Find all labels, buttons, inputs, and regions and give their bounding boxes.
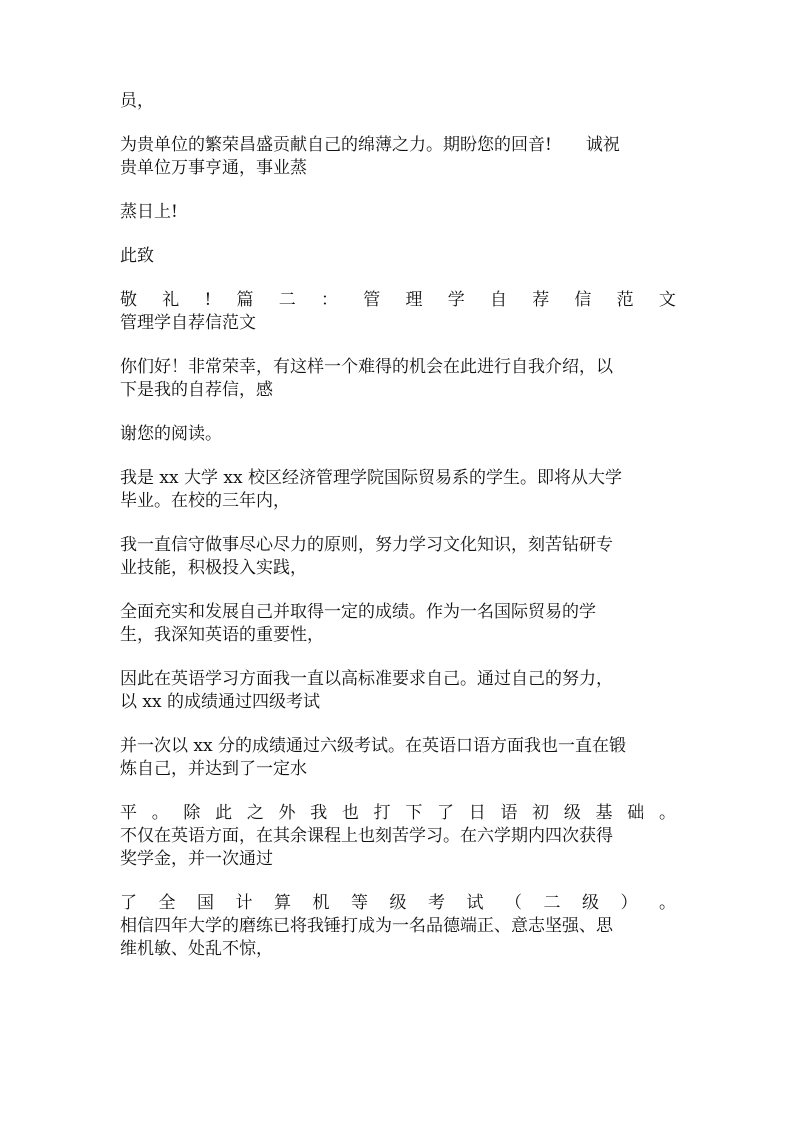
text-line: 我是 xx 大学 xx 校区经济管理学院国际贸易系的学生。即将从大学 <box>120 468 622 488</box>
char: 级 <box>563 803 581 823</box>
paragraph <box>120 90 676 113</box>
text-line: 谢您的阅读。 <box>120 424 222 444</box>
paragraph <box>120 892 676 961</box>
paragraph <box>120 134 676 180</box>
char: 日 <box>468 803 486 823</box>
char: 之 <box>246 803 264 823</box>
paragraph <box>120 356 676 402</box>
char: 外 <box>278 803 296 823</box>
text-line: 管理学自荐信范文 <box>120 313 256 333</box>
char: 了 <box>437 803 455 823</box>
text-line: 员， <box>120 91 154 111</box>
char: ! <box>204 290 212 310</box>
char: 我 <box>310 803 328 823</box>
paragraph <box>120 534 676 580</box>
char: 理 <box>405 290 423 310</box>
char: 语 <box>500 803 518 823</box>
char: 打 <box>373 803 391 823</box>
char: 二 <box>278 290 296 310</box>
text-line: 业技能，积极投入实践， <box>120 558 307 578</box>
text-line: 为贵单位的繁荣昌盛贡献自己的绵薄之力。期盼您的回音! 诚祝 <box>120 135 620 155</box>
text-line: 炼自己，并达到了一定水 <box>120 759 307 779</box>
text-line: 贵单位万事亨通，事业蒸 <box>120 158 307 178</box>
char: 。 <box>659 893 676 913</box>
char: 二 <box>543 893 561 913</box>
char: 管 <box>363 290 381 310</box>
char: 级 <box>389 893 407 913</box>
char: 敬 <box>120 290 137 310</box>
char: 除 <box>183 803 201 823</box>
char: 礼 <box>162 290 180 310</box>
char: 国 <box>197 893 214 913</box>
text-line: 相信四年大学的磨练已将我锤打成为一名品德端正、意志坚强、思 <box>120 916 613 936</box>
char: 学 <box>447 290 465 310</box>
char: 信 <box>574 290 592 310</box>
char: 也 <box>341 803 359 823</box>
document-page <box>120 90 676 982</box>
paragraph <box>120 245 676 268</box>
paragraph <box>120 601 676 647</box>
text-line: 我一直信守做事尽心尽力的原则，努力学习文化知识，刻苦钻研专 <box>120 535 613 555</box>
char: 算 <box>274 893 291 913</box>
char: 计 <box>235 893 253 913</box>
char: 平 <box>120 803 137 823</box>
char: （ <box>505 893 522 913</box>
text-line: 此致 <box>120 246 154 266</box>
text-line: 全面充实和发展自己并取得一定的成绩。作为一名国际贸易的学 <box>120 602 596 622</box>
text-line: 蒸日上! <box>120 202 178 222</box>
paragraph <box>120 735 676 781</box>
spread-line <box>120 802 676 825</box>
text-line: 毕业。在校的三年内， <box>120 491 290 511</box>
paragraph <box>120 201 676 224</box>
char: 机 <box>312 893 330 913</box>
char: 范 <box>616 290 634 310</box>
char: 础 <box>627 803 645 823</box>
char: 篇 <box>236 290 254 310</box>
text-line: 维机敏、处乱不惊， <box>120 939 273 959</box>
char: 。 <box>658 803 676 823</box>
spread-line <box>120 892 676 915</box>
text-line: 不仅在英语方面，在其余课程上也刻苦学习。在六学期内四次获得 <box>120 826 613 846</box>
text-line: 奖学金，并一次通过 <box>120 849 273 869</box>
char: 考 <box>428 893 445 913</box>
char: ） <box>620 893 638 913</box>
paragraph <box>120 423 676 446</box>
text-line: 并一次以 xx 分的成绩通过六级考试。在英语口语方面我也一直在锻 <box>120 736 626 756</box>
paragraph <box>120 668 676 714</box>
char: 基 <box>595 803 613 823</box>
char: 荐 <box>532 290 550 310</box>
text-line: 生，我深知英语的重要性， <box>120 625 324 645</box>
spread-line <box>120 289 676 312</box>
char: 。 <box>151 803 169 823</box>
text-line: 以 xx 的成绩通过四级考试 <box>120 692 320 712</box>
char: 自 <box>489 290 507 310</box>
char: 级 <box>582 893 599 913</box>
char: 了 <box>120 893 137 913</box>
char: 试 <box>466 893 484 913</box>
char: 下 <box>405 803 423 823</box>
paragraph <box>120 467 676 513</box>
section-heading-paragraph <box>120 289 676 335</box>
char: 初 <box>532 803 550 823</box>
paragraph <box>120 802 676 871</box>
char: 全 <box>158 893 176 913</box>
char: 等 <box>351 893 368 913</box>
char: ： <box>321 290 339 310</box>
text-line: 下是我的自荐信，感 <box>120 380 273 400</box>
char: 文 <box>658 290 676 310</box>
char: 此 <box>215 803 233 823</box>
text-line: 你们好！非常荣幸，有这样一个难得的机会在此进行自我介绍，以 <box>120 357 613 377</box>
text-line: 因此在英语学习方面我一直以高标准要求自己。通过自己的努力， <box>120 669 613 689</box>
